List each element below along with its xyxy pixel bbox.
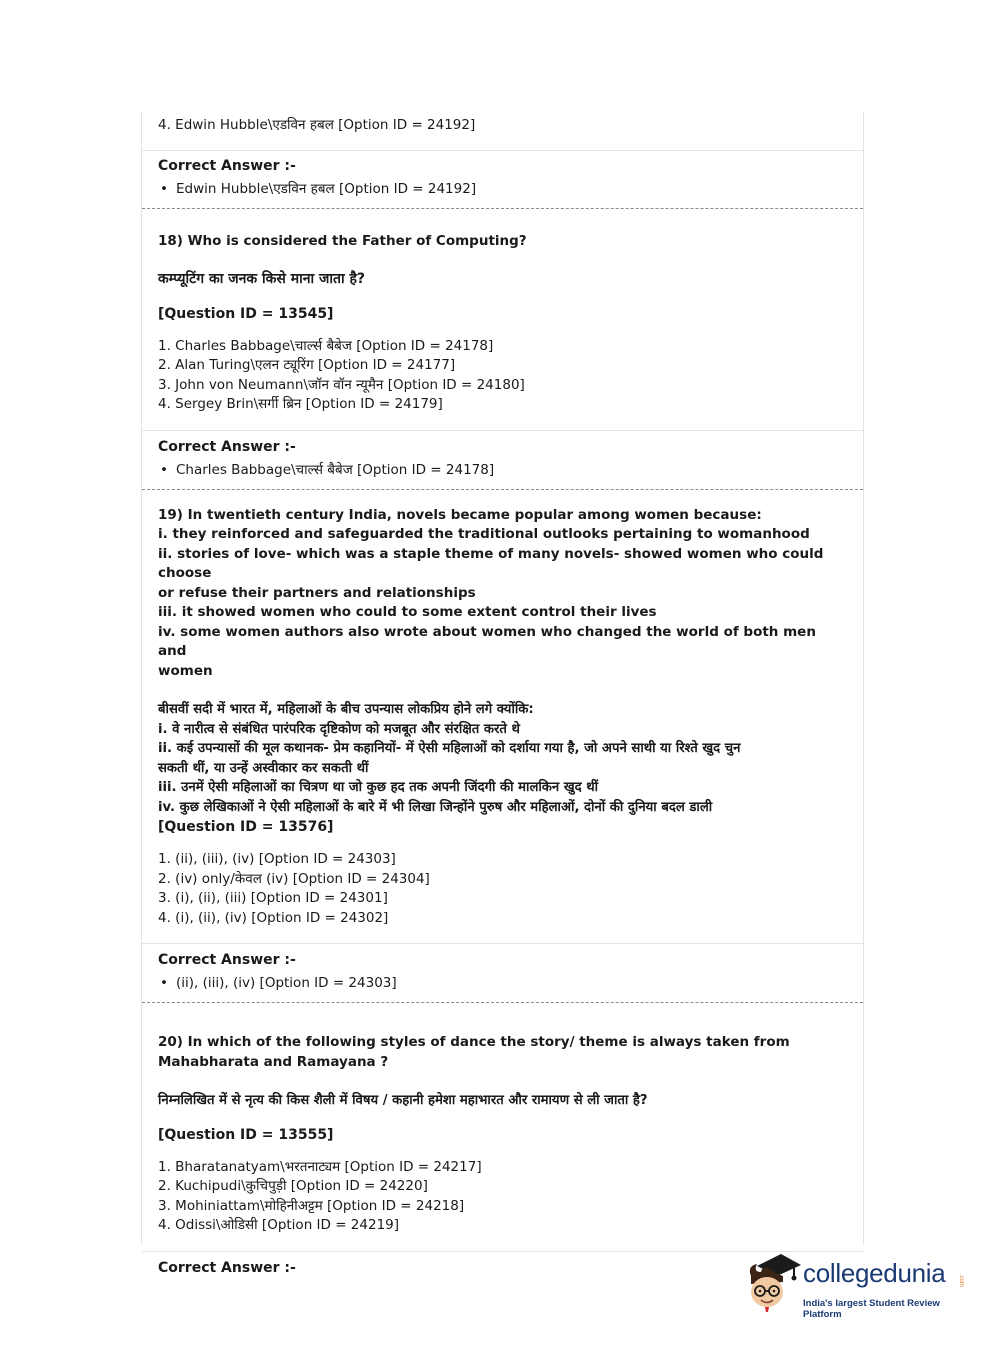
question-title: 18) Who is considered the Father of Computing? (158, 232, 527, 249)
question-hindi: निम्नलिखित में से नृत्य की किस शैली में विषय / कहानी हमेशा महाभारत और रामायण से ली जाता है? (158, 1093, 648, 1108)
correct-answer-text: (ii), (iii), (iv) [Option ID = 24303] (176, 975, 397, 991)
student-mascot-icon (743, 1252, 805, 1314)
option-item: 1. Bharatanatyam\भरतनाट्यम [Option ID = 24217] (158, 1158, 482, 1175)
correct-answer-label: Correct Answer :- (158, 952, 296, 968)
prev-options (142, 112, 863, 136)
option-item: 2. Kuchipudi\कुचिपुड़ी [Option ID = 24220] (158, 1178, 428, 1194)
correct-answer-text: Edwin Hubble\एडविन हबल [Option ID = 24192] (176, 180, 477, 197)
brand-suffix: .com (958, 1274, 964, 1288)
option-item: 4. Edwin Hubble\एडविन हबल [Option ID = 24192] (158, 117, 476, 133)
question-line: iii. उनमें ऐसी महिलाओं का चित्रण था जो कुछ हद तक अपनी जिंदगी की मालकिन खुद थीं (158, 780, 599, 795)
brand-tagline: India's largest Student Review Platform (803, 1298, 940, 1320)
question-line: बीसवीं सदी में भारत में, महिलाओं के बीच उपन्यास लोकप्रिय होने लगे क्योंकि: (158, 702, 534, 717)
option-item: 1. (ii), (iii), (iv) [Option ID = 24303] (158, 851, 396, 867)
correct-answer-label: Correct Answer :- (158, 1259, 296, 1276)
question-line: सकती थीं, या उन्हें अस्वीकार कर सकती थीं (158, 760, 369, 776)
question-id: [Question ID = 13545] (158, 305, 334, 322)
question-text-english (158, 1033, 847, 1072)
bullet-icon: • (160, 461, 168, 478)
question-line: Mahabharata and Ramayana ? (158, 1053, 389, 1070)
question-line: or refuse their partners and relationships (158, 584, 476, 601)
question-id: [Question ID = 13576] (158, 819, 334, 835)
brand-name: collegedunia (803, 1258, 946, 1288)
question-18 (142, 209, 863, 415)
option-item: 4. Odissi\ओडिसी [Option ID = 24219] (158, 1217, 400, 1233)
question-19 (142, 490, 863, 929)
option-item: 3. Mohiniattam\मोहिनीअट्टम [Option ID = 24218] (158, 1197, 465, 1214)
question-line: ii. कई उपन्यासों की मूल कथानक- प्रेम कहानियों- में ऐसी महिलाओं को दर्शाया गया है, जो अपने साथी या रिश्ते खुद चुन (158, 741, 741, 756)
correct-answer-text: Charles Babbage\चार्ल्स बैबेज [Option ID = 24178] (176, 461, 495, 478)
correct-answer-item (158, 460, 847, 480)
question-id: [Question ID = 13555] (158, 1126, 334, 1143)
question-text-hindi (158, 700, 847, 817)
question-text-english (158, 506, 847, 682)
correct-answer-label: Correct Answer :- (158, 157, 296, 174)
correct-answer-label: Correct Answer :- (158, 438, 296, 455)
collegedunia-logo[interactable] (743, 1252, 973, 1320)
bullet-icon: • (160, 180, 168, 197)
question-line: iv. some women authors also wrote about women who changed the world of both men and (158, 623, 816, 659)
question-hindi: कम्प्यूटिंग का जनक किसे माना जाता है? (158, 271, 366, 287)
correct-answer-item (158, 179, 847, 199)
question-line: 20) In which of the following styles of dance the story/ theme is always taken from (158, 1034, 790, 1050)
option-item: 3. John von Neumann\जॉन वॉन न्यूमैन [Option ID = 24180] (158, 376, 525, 393)
exam-page (141, 112, 864, 1276)
option-item: 2. Alan Turing\एलन ट्यूरिंग [Option ID = 24177] (158, 357, 456, 373)
question-line: iii. it showed women who could to some extent control their lives (158, 604, 657, 620)
q19-correct-answer (142, 944, 863, 993)
correct-answer-item (158, 973, 847, 993)
options-list (158, 850, 847, 928)
question-line: i. वे नारीत्व से संबंधित पारंपरिक दृष्टिकोण को मजबूत और संरक्षित करते थे (158, 721, 520, 737)
options-list (158, 337, 847, 415)
question-line: ii. stories of love- which was a staple theme of many novels- showed women who could choose (158, 545, 824, 581)
option-item: 4. (i), (ii), (iv) [Option ID = 24302] (158, 909, 389, 926)
question-line: 19) In twentieth century India, novels became popular among women because: (158, 506, 762, 523)
question-20 (142, 1003, 863, 1236)
option-item: 4. Sergey Brin\सर्गी ब्रिन [Option ID = 24179] (158, 396, 443, 412)
q18-correct-answer (142, 431, 863, 480)
option-item: 3. (i), (ii), (iii) [Option ID = 24301] (158, 890, 388, 906)
options-list (158, 1158, 847, 1236)
bullet-icon: • (160, 975, 168, 991)
question-line: i. they reinforced and safeguarded the traditional outlooks pertaining to womanhood (158, 526, 810, 542)
option-item: 1. Charles Babbage\चार्ल्स बैबेज [Option ID = 24178] (158, 337, 494, 354)
prev-correct-answer (142, 151, 863, 199)
question-line: iv. कुछ लेखिकाओं ने ऐसी महिलाओं के बारे में भी लिखा जिन्होंने पुरुष और महिलाओं, दोनों की दुनिया बदल डाली (158, 799, 713, 815)
question-line: women (158, 662, 213, 679)
option-item: 2. (iv) only/केवल (iv) [Option ID = 24304] (158, 870, 430, 887)
